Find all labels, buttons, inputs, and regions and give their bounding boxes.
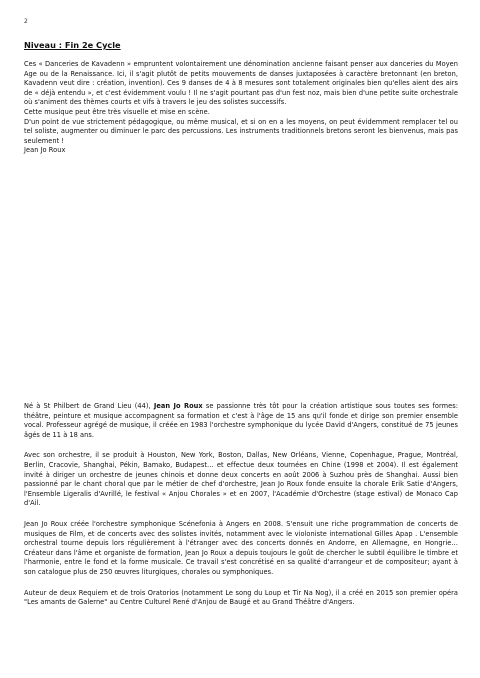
intro-section [24,40,458,156]
bio-paragraph: Avec son orchestre, il se produit à Houston, New York, Boston, Dallas, New Orléans, Vienne, Copenhague, Prague, Montréal, Berlin, Cracovie, Shanghai, Pékin, Bamako, Budapest… et effectue deux tournées en Chine (1998 et 2004). Il est également invité à diriger un orchestre de jeunes chinois et donne deux concerts en août 2006 à Suzhou près de Shanghai. Aussi bien passionné par le chant choral que par le métier de chef d'orchestre, Jean Jo Roux fonde ensuite la chorale Erik Satie d'Angers, l'Ensemble Ligeralis d'Avrillé, le festival « Anjou Chorales » et en 2007, l'Académie d'Orchestre (stage estival) de Monaco Cap d'Ail. [24,451,458,508]
bio-paragraph [24,402,458,440]
intro-paragraph: Ces « Danceries de Kavadenn » empruntent volontairement une dénomination ancienne faisant penser aux danceries du Moyen Age ou de la Renaissance. Ici, il s'agit plutôt de petits mouvements de danses juxtaposées à caractère bretonnant (en breton, Kavadenn veut dire : création, invention). Ces 9 danses de 4 à 8 mesures sont totalement originales bien qu'elles aient des airs de « déjà entendu », et c'est évidemment voulu ! Il ne s'agit pourtant pas d'un fest noz, mais bien d'une petite suite orchestrale où s'animent des thèmes courts et vifs à travers le jeu des solistes successifs. [24,60,458,107]
composer-name: Jean Jo Roux [153,402,203,410]
level-heading: Niveau : Fin 2e Cycle [24,40,121,50]
intro-paragraph: Cette musique peut être très visuelle et mise en scène. [24,107,210,116]
biography-section [24,402,458,619]
intro-paragraph: D'un point de vue strictement pédagogique, ou même musical, et si on en a les moyens, on peut évidemment remplacer tel ou tel soliste, augmenter ou diminuer le parc des percussions. Les instruments traditionnels bretons seront les bienvenus, mais pas seulement ! [24,117,458,145]
bio-paragraph: Auteur de deux Requiem et de trois Oratorios (notamment Le song du Loup et Tir Na Nog), il a créé en 2015 son premier opéra "Les amants de Galerne" au Centre Culturel René d'Anjou de Baugé et au Grand Théâtre d'Angers. [24,588,458,607]
bio-paragraph: Jean Jo Roux créée l'orchestre symphonique Scénefonia à Angers en 2008. S'ensuit une riche programmation de concerts de musiques de Film, et de concerts avec des solistes invités, notamment avec le violoniste international Gilles Apap . L'ensemble orchestral tourne depuis lors régulièrement à l'étranger avec des concerts donnés en Andorre, en Allemagne, en Hongrie… Créateur dans l'âme et organiste de formation, Jean Jo Roux a depuis toujours le goût de chercher le subtil équilibre le timbre et l'harmonie, entre le fond et la forme musicale. Ce travail s'est concrétisé en sa qualité d'arrangeur et de compositeur; ayant à son catalogue plus de 250 œuvres liturgiques, chorales ou symphoniques. [24,519,458,576]
bio-text: se passionne très tôt pour la création artistique sous toutes ses formes: théâtre, peinture et musique accompagnent sa formation et c'est à l'âge de 15 ans qu'il fonde et dirige son premier ensemble vocal. Professeur agrégé de musique, il créée en 1983 l'orchestre symphonique du lycée David d'Angers, constitué de 75 jeunes âgés de 11 à 18 ans. [24,402,458,439]
bio-text: Né à St Philbert de Grand Lieu (44), [24,402,154,410]
page-number: 2 [24,18,28,25]
intro-signature: Jean Jo Roux [24,146,66,155]
